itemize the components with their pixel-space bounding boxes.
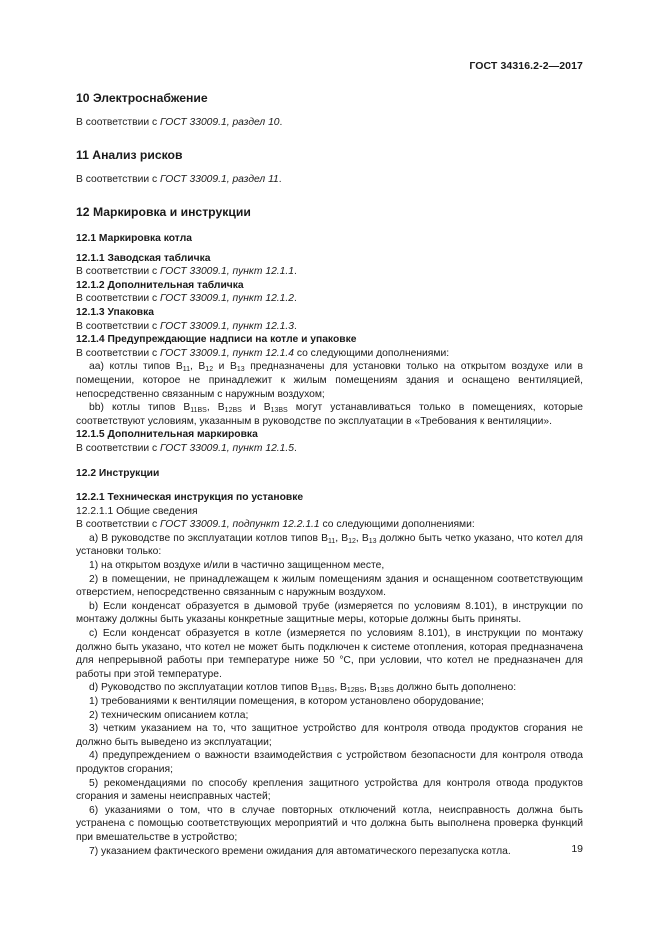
section-12-2-heading: 12.2 Инструкции bbox=[76, 468, 160, 480]
item-d-7: 7) указанием фактического времени ожидания для автоматического перезапуска котла. bbox=[89, 845, 511, 857]
item-d-1: 1) требованиями к вентиляции помещения, в котором установлено оборудование; bbox=[89, 695, 484, 707]
item-a-2: 2) в помещении, не принадлежащем к жилым помещениям здания и оснащенном соответствующим отверстием, непосредственно связанным с наружным воздухом. bbox=[76, 573, 583, 599]
standard-reference: ГОСТ 33009.1, пункт 12.1.4 bbox=[159, 347, 294, 359]
document-code: ГОСТ 34316.2-2—2017 bbox=[469, 60, 583, 72]
page-number: 19 bbox=[571, 843, 583, 855]
standard-reference: ГОСТ 33009.1, раздел 10 bbox=[159, 116, 280, 128]
standard-reference: ГОСТ 33009.1, подпункт 12.2.1.1 bbox=[159, 519, 320, 531]
section-10-text: В соответствии с ГОСТ 33009.1, раздел 10. bbox=[76, 116, 283, 128]
section-11-text: В соответствии с ГОСТ 33009.1, раздел 11. bbox=[76, 173, 282, 185]
section-12-2-1-1-text: В соответствии с ГОСТ 33009.1, подпункт 12.2.1.1 со следующими дополнениями: bbox=[76, 519, 475, 531]
item-d-3: 3) четким указанием на то, что защитное устройство для контроля отвода продуктов сгорания не должно быть выведено из эксплуатации; bbox=[76, 723, 583, 748]
item-a-1: 1) на открытом воздухе и/или в частично защищенном месте, bbox=[89, 560, 385, 572]
standard-reference: ГОСТ 33009.1, пункт 12.1.3 bbox=[159, 320, 294, 332]
standard-reference: ГОСТ 33009.1, пункт 12.1.5 bbox=[159, 442, 294, 454]
item-d-5: 5) рекомендациями по способу крепления защитного устройства для контроля отвода продуктов сгорания и замены неисправных частей; bbox=[76, 777, 583, 803]
section-12-1-5-heading: 12.1.5 Дополнительная маркировка bbox=[76, 429, 258, 441]
item-c: c) Если конденсат образуется в котле (измеряется по условиям 8.101), в инструкции по монтажу должно быть указано, что котел не может быть подключен к системе отопления, которая предназначена для непрерывной работы при температуре ниже 50 °С, при условии, что котел не предназначен для работы при этой температуре. bbox=[76, 628, 583, 680]
section-12-1-3-text: В соответствии с ГОСТ 33009.1, пункт 12.1.3. bbox=[76, 320, 297, 332]
section-12-1-heading: 12.1 Маркировка котла bbox=[76, 232, 192, 244]
item-d: d) Руководство по эксплуатации котлов типов $B_{11BS}$, $B_{12BS}$, $B_{13BS}$ должно быть дополнено: bbox=[89, 682, 517, 695]
section-11-heading: 11 Анализ рисков bbox=[76, 148, 183, 163]
standard-reference: ГОСТ 33009.1, раздел 11 bbox=[159, 173, 279, 185]
section-12-1-1-text: В соответствии с ГОСТ 33009.1, пункт 12.1.1. bbox=[76, 266, 297, 278]
section-12-1-2-heading: 12.1.2 Дополнительная табличка bbox=[76, 279, 244, 291]
item-bb: bb) котлы типов $B_{11BS}$, $B_{12BS}$ и $B_{13BS}$ могут устанавливаться только в помещениях, которые соответствуют условиям, указанным в руководстве по эксплуатации в «Требования к вентиляции». bbox=[76, 402, 583, 427]
item-aa: аа) котлы типов $B_{11}$, $B_{12}$ и $B_{13}$ предназначены для установки только на открытом воздухе или в помещении, которое не принадлежит к жилым помещениям здания и оснащено вентиляцией, непосредственно связанным с наружным воздухом; bbox=[76, 361, 584, 400]
section-12-2-1-heading: 12.2.1 Техническая инструкция по установке bbox=[76, 492, 304, 504]
section-12-1-4-text: В соответствии с ГОСТ 33009.1, пункт 12.1.4 со следующими дополнениями: bbox=[76, 347, 450, 359]
item-a: а) В руководстве по эксплуатации котлов типов $B_{11}$, $B_{12}$, $B_{13}$ должно быть четко указано, что котел для установки только: bbox=[76, 532, 583, 558]
section-12-heading: 12 Маркировка и инструкции bbox=[76, 205, 251, 220]
item-d-6: 6) указаниями о том, что в случае повторных отключений котла, неисправность должна быть устранена с помощью соответствующих мероприятий и что должна быть выполнена проверка функций при вмешательстве в устройство; bbox=[76, 804, 583, 843]
item-d-2: 2) техническим описанием котла; bbox=[89, 709, 249, 721]
section-12-1-3-heading: 12.1.3 Упаковка bbox=[76, 306, 154, 318]
section-12-1-2-text: В соответствии с ГОСТ 33009.1, пункт 12.1.2. bbox=[76, 293, 297, 305]
section-12-1-4-heading: 12.1.4 Предупреждающие надписи на котле и упаковке bbox=[76, 334, 357, 346]
standard-reference: ГОСТ 33009.1, пункт 12.1.2 bbox=[159, 293, 294, 305]
page-content bbox=[76, 92, 583, 858]
section-12-2-1-1-heading: 12.2.1.1 Общие сведения bbox=[76, 505, 198, 517]
standard-reference: ГОСТ 33009.1, пункт 12.1.1 bbox=[159, 266, 294, 278]
item-b: b) Если конденсат образуется в дымовой трубе (измеряется по условиям 8.101), в инструкции по монтажу должны быть указаны конкретные защитные меры, которые должны быть приняты. bbox=[76, 600, 583, 626]
item-d-4: 4) предупреждением о важности взаимодействия с устройством безопасности для контроля отвода продуктов сгорания; bbox=[76, 750, 583, 775]
section-12-1-1-heading: 12.1.1 Заводская табличка bbox=[76, 252, 211, 264]
section-10-heading: 10 Электроснабжение bbox=[76, 91, 208, 105]
section-12-1-5-text: В соответствии с ГОСТ 33009.1, пункт 12.1.5. bbox=[76, 442, 297, 454]
